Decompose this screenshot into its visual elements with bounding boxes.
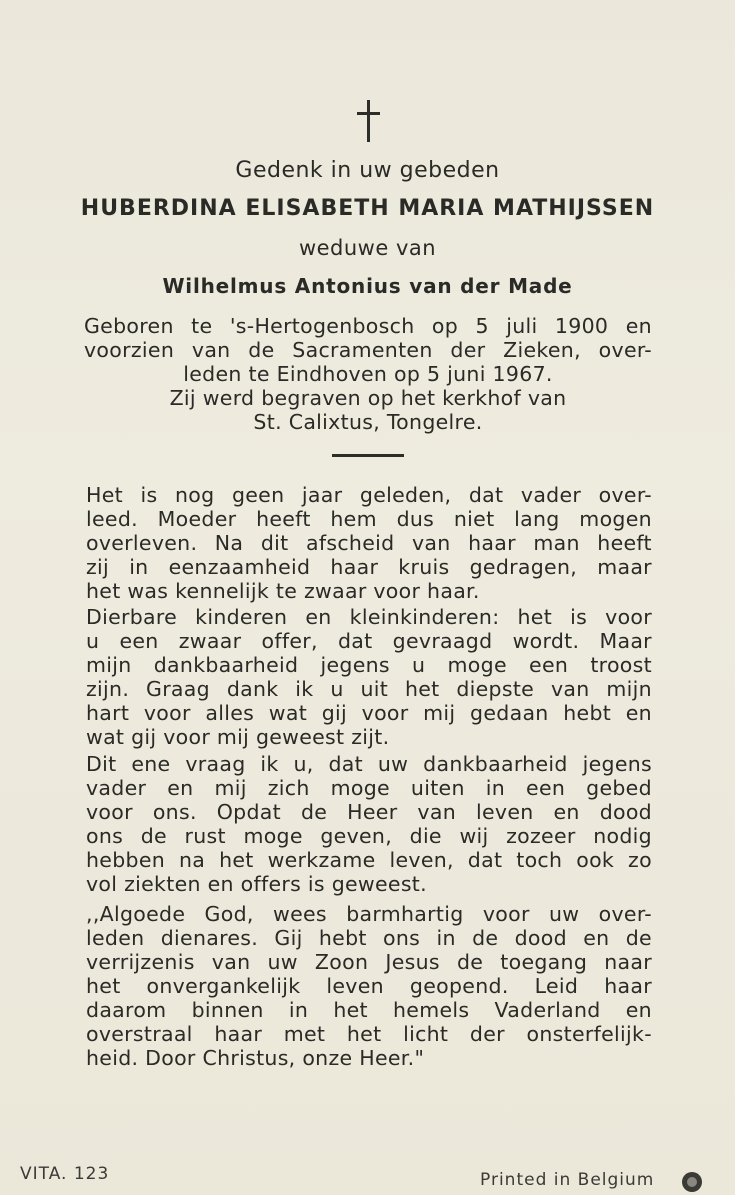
- text-line: heid. Door Christus, onze Heer.": [86, 1046, 425, 1070]
- text-line: overstraal haar met het licht der onsterfelijk-: [86, 1022, 652, 1046]
- text-line: overleven. Na dit afscheid van haar man heeft: [86, 531, 652, 555]
- text-line: mijn dankbaarheid jegens u moge een troost: [86, 653, 652, 677]
- text-line: St. Calixtus, Tongelre.: [253, 410, 483, 434]
- text-line: Zij werd begraven op het kerkhof van: [169, 386, 567, 410]
- birth-death-details: [84, 314, 652, 434]
- text-line: leden te Eindhoven op 5 juni 1967.: [183, 362, 553, 386]
- text-line: Geboren te 's-Hertogenbosch op 5 juli 1900 en: [84, 314, 652, 338]
- text-line: hart voor alles wat gij voor mij gedaan hebt en: [86, 701, 652, 725]
- cross-icon: [355, 100, 383, 144]
- text-line: voorzien van de Sacramenten der Zieken, over-: [84, 338, 652, 362]
- paragraph: [86, 483, 652, 603]
- text-line: Dierbare kinderen en kleinkinderen: het is voor: [86, 605, 652, 629]
- printed-in-label: Printed in Belgium: [480, 1170, 655, 1190]
- text-line: u een zwaar offer, dat gevraagd wordt. Maar: [86, 629, 652, 653]
- text-line: verrijzenis van uw Zoon Jesus de toegang naar: [86, 950, 652, 974]
- text-line: het was kennelijk te zwaar voor haar.: [86, 579, 480, 603]
- publisher-code: VITA. 123: [20, 1164, 110, 1184]
- text-line: daarom binnen in het hemels Vaderland en: [86, 998, 652, 1022]
- text-line: ,,Algoede God, wees barmhartig voor uw over-: [86, 902, 652, 926]
- text-line: zij in eenzaamheid haar kruis gedragen, maar: [86, 555, 652, 579]
- text-line: ons de rust moge geven, die wij zozeer nodig: [86, 824, 652, 848]
- printer-seal-icon: [682, 1172, 702, 1192]
- paragraph: [86, 902, 652, 1070]
- text-line: wat gij voor mij geweest zijt.: [86, 725, 390, 749]
- intro-line: Gedenk in uw gebeden: [235, 158, 500, 183]
- text-line: Dit ene vraag ik u, dat uw dankbaarheid jegens: [86, 752, 652, 776]
- paragraph: [86, 752, 652, 896]
- text-line: Het is nog geen jaar geleden, dat vader over-: [86, 483, 652, 507]
- text-line: vol ziekten en offers is geweest.: [86, 872, 427, 896]
- divider-rule: [332, 454, 404, 457]
- text-line: voor ons. Opdat de Heer van leven en dood: [86, 800, 652, 824]
- text-line: hebben na het werkzame leven, dat toch ook zo: [86, 848, 652, 872]
- text-line: leden dienares. Gij hebt ons in de dood en de: [86, 926, 652, 950]
- text-line: vader en mij zich moge uiten in een gebed: [86, 776, 652, 800]
- husband-name: Wilhelmus Antonius van der Made: [162, 274, 573, 298]
- paragraph: [86, 605, 652, 749]
- widow-of-line: weduwe van: [298, 236, 437, 260]
- text-line: het onvergankelijk leven geopend. Leid haar: [86, 974, 652, 998]
- text-line: zijn. Graag dank ik u uit het diepste van mijn: [86, 677, 652, 701]
- deceased-name: HUBERDINA ELISABETH MARIA MATHIJSSEN: [80, 196, 655, 221]
- text-line: leed. Moeder heeft hem dus niet lang mogen: [86, 507, 652, 531]
